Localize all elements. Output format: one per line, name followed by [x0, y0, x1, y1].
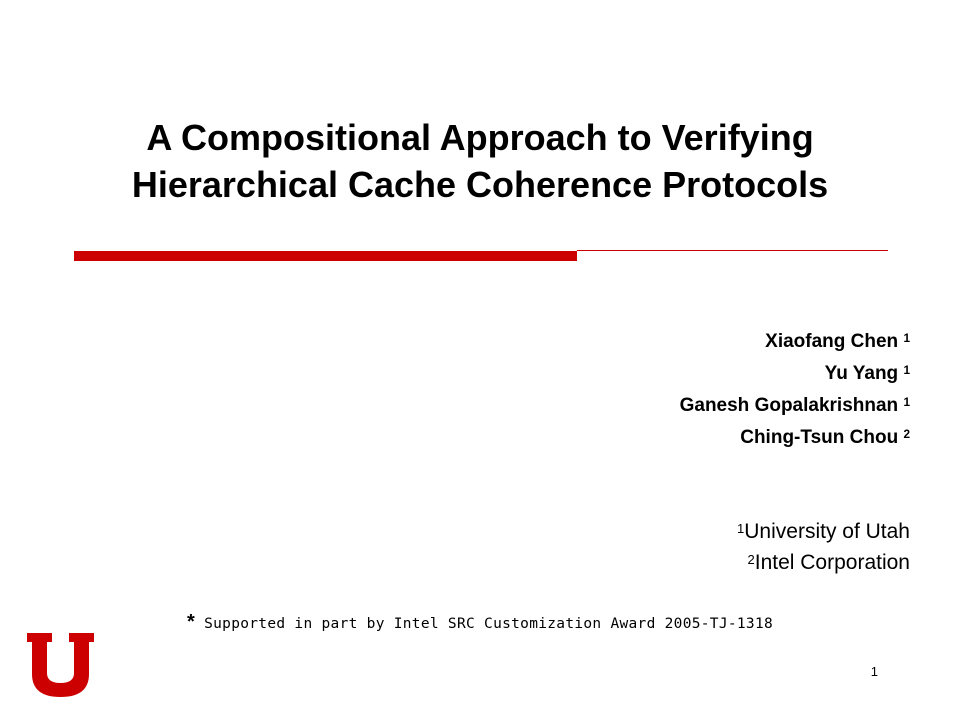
university-of-utah-logo-icon	[27, 633, 94, 697]
author	[680, 390, 910, 422]
title-line-2: Hierarchical Cache Coherence Protocols	[131, 164, 829, 205]
author	[680, 358, 910, 390]
affiliation	[737, 547, 910, 578]
footnote-star: *	[187, 611, 196, 633]
title-underline-thick	[74, 251, 577, 261]
author-list	[680, 326, 910, 454]
affiliation-name: University of Utah	[744, 520, 910, 543]
author	[680, 326, 910, 358]
page-number: 1	[870, 664, 878, 679]
author	[680, 422, 910, 454]
affiliation-mark: 2	[747, 552, 755, 567]
funding-note-text: Supported in part by Intel SRC Customization Award 2005-TJ-1318	[204, 616, 773, 632]
affiliation-name: Intel Corporation	[754, 551, 910, 574]
author-name: Yu Yang	[824, 363, 899, 384]
title-underline-thin	[577, 250, 888, 251]
funding-note	[0, 611, 960, 634]
affiliation	[737, 516, 910, 547]
author-name: Xiaofang Chen	[765, 331, 899, 352]
author-name: Ching-Tsun Chou	[740, 427, 899, 448]
title-line-1: A Compositional Approach to Verifying	[146, 117, 814, 158]
slide-title	[40, 114, 920, 208]
author-affiliation-mark: 1	[903, 396, 910, 409]
author-name: Ganesh Gopalakrishnan	[679, 395, 899, 416]
author-affiliation-mark: 1	[903, 332, 910, 345]
author-affiliation-mark: 2	[903, 428, 910, 441]
author-affiliation-mark: 1	[903, 364, 910, 377]
affiliation-mark: 1	[737, 521, 745, 536]
affiliation-list	[737, 516, 910, 578]
